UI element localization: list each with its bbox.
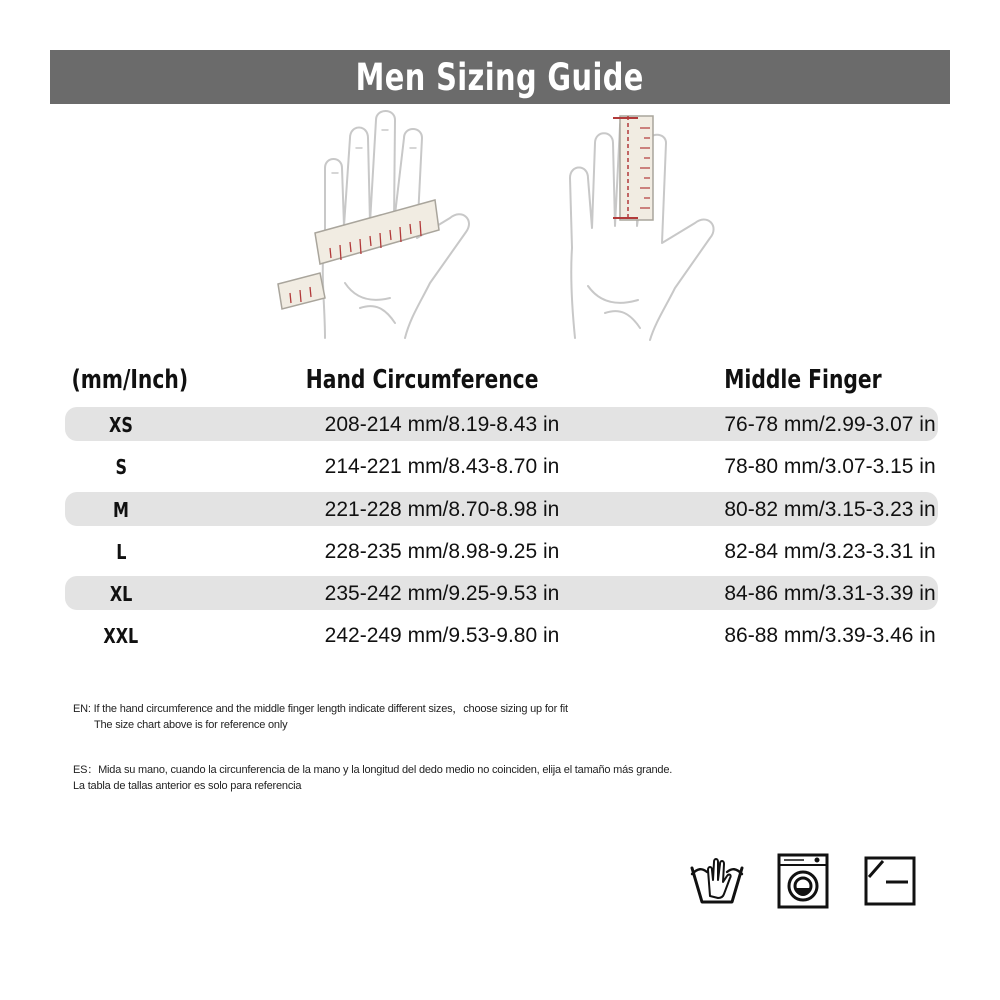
middle-finger-value: 86-88 mm/3.39-3.46 in [724,624,936,648]
hand-circumference-value: 235-242 mm/9.25-9.53 in [324,582,560,606]
note-en-line2: The size chart above is for reference only [94,719,288,731]
middle-finger-header: Middle Finger [724,365,882,395]
middle-finger-value: 80-82 mm/3.15-3.23 in [724,497,936,521]
middle-finger-value: 84-86 mm/3.31-3.39 in [724,582,936,606]
table-row [65,534,938,568]
note-es-line1: ES：Mida su mano, cuando la circunferencia de la mano y la longitud del dedo medio no coinciden, elija el tamaño más grande. [73,764,673,776]
note-en-line1: EN: If the hand circumference and the middle finger length indicate different sizes，choose sizing up for fit [73,703,568,715]
table-row [65,407,938,441]
hand-circumference-value: 228-235 mm/8.98-9.25 in [324,539,560,563]
washing-machine-icon [776,850,834,910]
middle-finger-value: 78-80 mm/3.07-3.15 in [724,455,936,479]
unit-column-header: (mm/Inch) [71,365,189,395]
size-label: M [113,497,129,522]
page-title: Men Sizing Guide [355,55,645,99]
size-label: XL [109,582,133,607]
table-row [65,492,938,526]
hand-circumference-header: Hand Circumference [305,365,539,395]
measurement-illustration [270,108,730,353]
middle-finger-value: 82-84 mm/3.23-3.31 in [724,539,936,563]
hand-circumference-value: 208-214 mm/8.19-8.43 in [324,413,560,436]
table-row [65,449,938,483]
measuring-tape-wrap [278,200,439,309]
dry-flat-icon [863,850,921,910]
size-label: S [115,455,127,480]
size-label: XS [109,413,133,437]
middle-finger-value: 76-78 mm/2.99-3.07 in [724,413,936,436]
note-es-line2: La tabla de tallas anterior es solo para referencia [73,780,302,792]
hand-wash-icon [688,850,746,910]
size-table [65,407,938,661]
table-row [65,576,938,610]
hand-circumference-value: 242-249 mm/9.53-9.80 in [324,624,560,648]
title-banner [50,50,950,104]
table-row [65,618,938,652]
hand-circumference-value: 214-221 mm/8.43-8.70 in [324,455,560,479]
hand-circumference-value: 221-228 mm/8.70-8.98 in [324,497,560,521]
size-label: XXL [103,624,139,649]
size-label: L [115,539,127,564]
